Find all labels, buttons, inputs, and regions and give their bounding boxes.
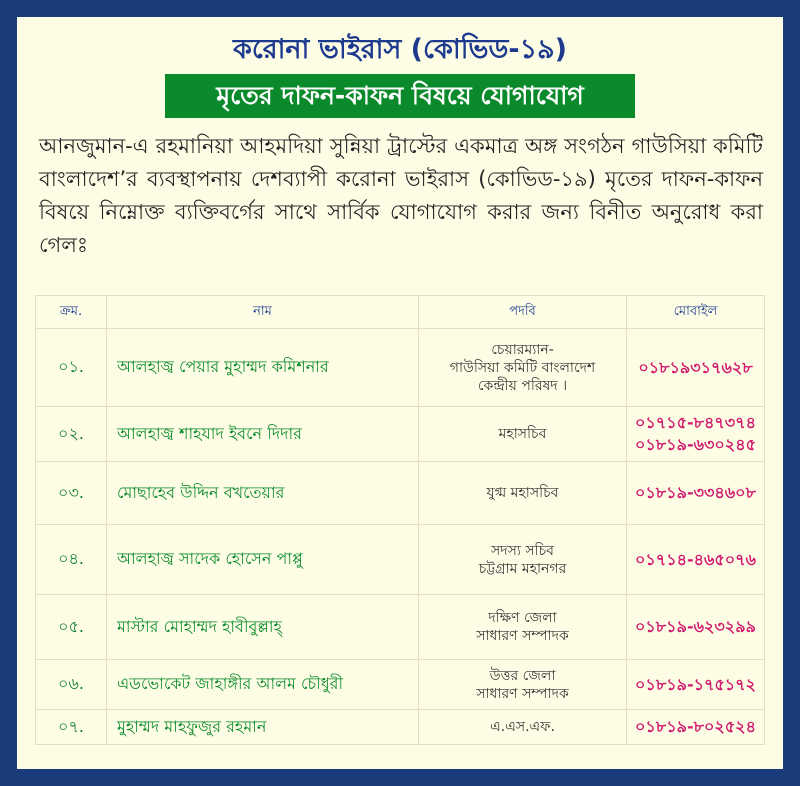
role-line: কেন্দ্রীয় পরিষদ । xyxy=(477,377,568,394)
role-line: সাধারণ সম্পাদক xyxy=(476,685,569,702)
row-index: ০৪. xyxy=(36,525,107,595)
row-index: ০২. xyxy=(36,407,107,462)
role-line: গাউসিয়া কমিটি বাংলাদেশ xyxy=(449,359,596,376)
row-name: আলহাজ্ব শাহযাদ ইবনে দিদার xyxy=(107,407,419,462)
contacts-table xyxy=(35,295,765,745)
row-role xyxy=(419,710,627,745)
row-index: ০৬. xyxy=(36,660,107,710)
row-role xyxy=(419,595,627,660)
row-mobile xyxy=(627,710,765,745)
role-line: উত্তর জেলা xyxy=(489,667,556,684)
table-header-row xyxy=(36,296,765,329)
table-row xyxy=(36,660,765,710)
row-name: মোছাহেব উদ্দিন বখতেয়ার xyxy=(107,462,419,525)
row-index: ০৩. xyxy=(36,462,107,525)
table-row xyxy=(36,595,765,660)
role-line: যুগ্ম মহাসচিব xyxy=(486,485,559,501)
poster-title: করোনা ভাইরাস (কোভিড-১৯) xyxy=(233,34,567,65)
row-mobile xyxy=(627,660,765,710)
row-role xyxy=(419,329,627,407)
mobile-number[interactable]: ০১৮১৯৩১৭৬২৮ xyxy=(638,357,753,377)
role-line: সদস্য সচিব xyxy=(491,542,554,559)
poster-frame xyxy=(17,17,783,769)
row-mobile xyxy=(627,329,765,407)
table-row xyxy=(36,525,765,595)
row-name: মুহাম্মদ মাহফুজুর রহমান xyxy=(107,710,419,745)
row-role xyxy=(419,407,627,462)
mobile-number[interactable]: ০১৮১৯-৬২৩২৯৯ xyxy=(635,617,756,636)
row-index: ০৫. xyxy=(36,595,107,660)
role-line: এ.এস.এফ. xyxy=(490,719,555,735)
mobile-number[interactable]: ০১৮১৯-৬৩০২৪৫ xyxy=(635,435,756,454)
mobile-number[interactable]: ০১৭১৫-৮৪৭৩৭৪ xyxy=(635,413,756,432)
row-name: আলহাজ্ব সাদেক হোসেন পাপ্পু xyxy=(107,525,419,595)
row-name: আলহাজ্ব পেয়ার মুহাম্মদ কমিশনার xyxy=(107,329,419,407)
role-line: দক্ষিণ জেলা xyxy=(488,610,557,626)
header-mobile: মোবাইল xyxy=(627,296,765,329)
mobile-number[interactable]: ০১৭১৪-৪৬৫০৭৬ xyxy=(635,549,756,569)
row-mobile xyxy=(627,407,765,462)
header-role: পদবি xyxy=(419,296,627,329)
mobile-number[interactable]: ০১৮১৯-১৭৫১৭২ xyxy=(635,674,756,694)
table-row xyxy=(36,407,765,462)
row-name: এডভোকেট জাহাঙ্গীর আলম চৌধুরী xyxy=(107,660,419,710)
mobile-number[interactable]: ০১৮১৯-৩৩৪৬০৮ xyxy=(635,483,756,502)
header-name: নাম xyxy=(107,296,419,329)
intro-paragraph: আনজুমান-এ রহমানিয়া আহমদিয়া সুন্নিয়া ট্রাস্টের একমাত্র অঙ্গ সংগঠন গাউসিয়া কমিটি বাংলাদেশ’র ব্যবস্থাপনায় দেশব্যাপী করোনা ভাইরাস (কোভিড-১৯) মৃতের দাফন-কাফন বিষয়ে নিম্নোক্ত ব্যক্তিবর্গের সাথে সার্বিক যোগাযোগ করার জন্য বিনীত অনুরোধ করা গেলঃ xyxy=(39,134,763,257)
role-line: সাধারণ সম্পাদক xyxy=(476,628,569,644)
row-mobile xyxy=(627,462,765,525)
row-index: ০৭. xyxy=(36,710,107,745)
mobile-number[interactable]: ০১৮১৯-৮০২৫২৪ xyxy=(635,717,756,736)
table-row xyxy=(36,710,765,745)
table-row xyxy=(36,329,765,407)
role-line: চেয়ারম্যান- xyxy=(491,341,554,358)
row-mobile xyxy=(627,595,765,660)
row-index: ০১. xyxy=(36,329,107,407)
role-line: চট্টগ্রাম মহানগর xyxy=(478,560,567,577)
table-row xyxy=(36,462,765,525)
row-role xyxy=(419,462,627,525)
role-line: মহাসচিব xyxy=(498,426,547,442)
row-role xyxy=(419,525,627,595)
row-name: মাস্টার মোহাম্মদ হাবীবুল্লাহ্ xyxy=(107,595,419,660)
header-index: ক্রম. xyxy=(36,296,107,329)
row-role xyxy=(419,660,627,710)
row-mobile xyxy=(627,525,765,595)
green-banner: মৃতের দাফন-কাফন বিষয়ে যোগাযোগ xyxy=(165,74,635,118)
